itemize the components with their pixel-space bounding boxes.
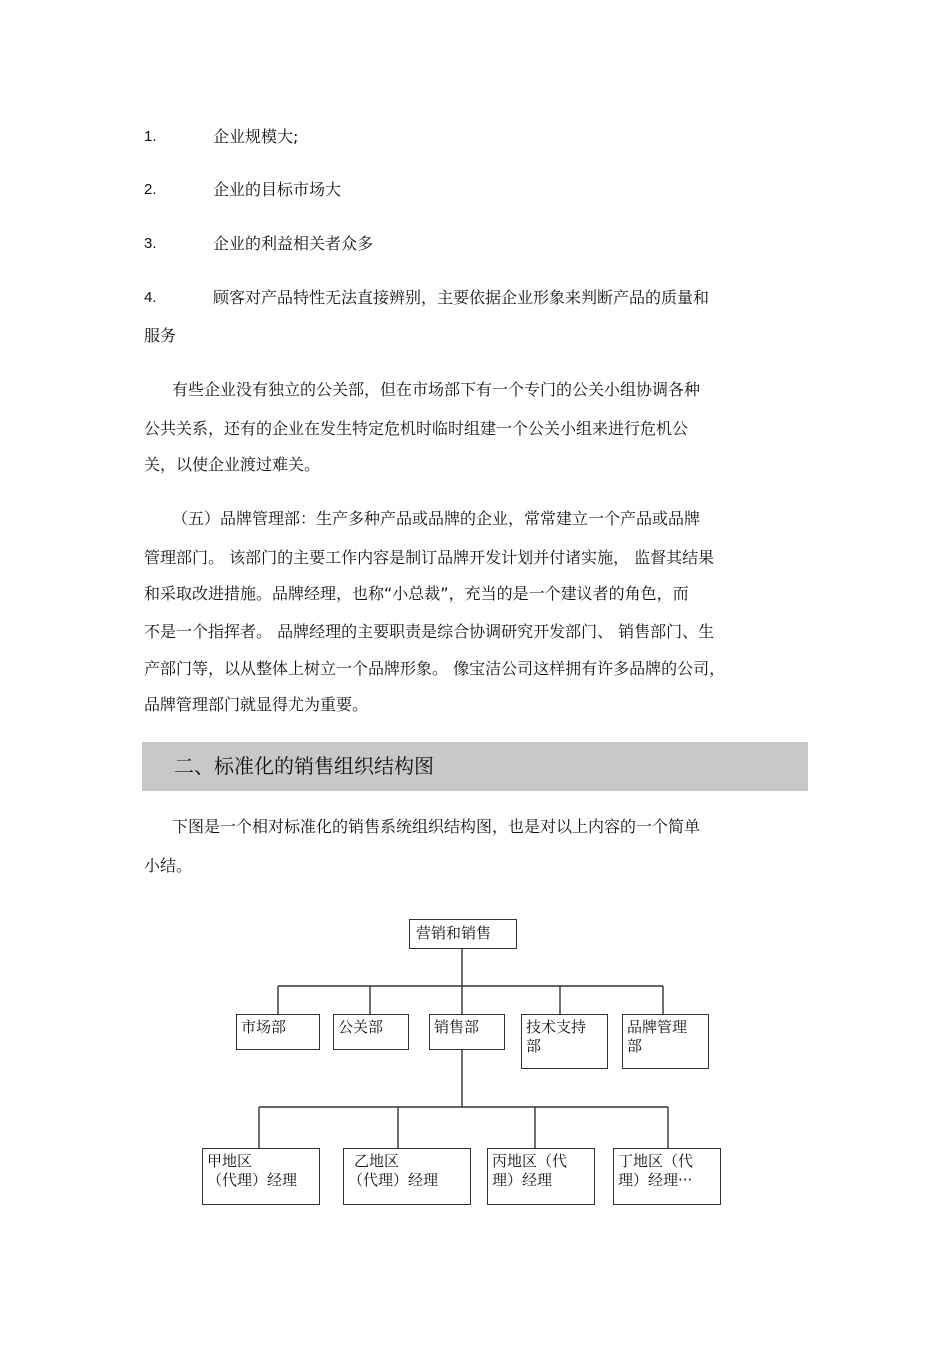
- org-node-label: 技术支持: [526, 1018, 587, 1036]
- list-item-text: 企业的利益相关者众多: [213, 234, 374, 253]
- list-item-text: 顾客对产品特性无法直接辨别，主要依据企业形象来判断产品的质量和: [213, 288, 710, 307]
- list-item-text: 企业规模大;: [213, 127, 299, 146]
- org-node-label: 乙地区: [354, 1152, 400, 1170]
- org-node-region: [613, 1148, 721, 1205]
- paragraph-line: 管理部门。 该部门的主要工作内容是制订品牌开发计划并付诸实施， 监督其结果: [144, 548, 715, 567]
- org-node-department: [429, 1014, 505, 1050]
- list-number: 4.: [144, 289, 157, 306]
- org-node-label: 理）经理: [492, 1171, 553, 1189]
- org-node-region: [487, 1148, 595, 1205]
- list-number: 2.: [144, 181, 157, 198]
- org-node-root: [409, 919, 517, 949]
- org-node-label: 部: [526, 1037, 542, 1055]
- paragraph-line: （五）品牌管理部：生产多种产品或品牌的企业，常常建立一个产品或品牌: [172, 509, 701, 528]
- org-node-label: 丁地区（代: [618, 1152, 694, 1170]
- paragraph-line: 小结。: [144, 856, 193, 875]
- paragraph-line: 关，以使企业渡过难关。: [144, 455, 321, 474]
- org-node-department: [622, 1014, 709, 1069]
- paragraph-line: 有些企业没有独立的公关部，但在市场部下有一个专门的公关小组协调各种: [172, 380, 701, 399]
- list-item-continuation: 服务: [144, 326, 177, 345]
- org-node-label: 营销和销售: [416, 924, 492, 942]
- org-node-label: 甲地区: [207, 1152, 253, 1170]
- list-item-text: 企业的目标市场大: [213, 180, 342, 199]
- org-node-department: [333, 1014, 409, 1050]
- list-number: 3.: [144, 235, 157, 252]
- org-node-department: [236, 1014, 320, 1050]
- list-number: 1.: [144, 128, 157, 145]
- org-node-label: 理）经理···: [618, 1171, 693, 1189]
- org-node-label: 丙地区（代: [492, 1152, 568, 1170]
- paragraph-line: 公共关系，还有的企业在发生特定危机时临时组建一个公关小组来进行危机公: [144, 419, 689, 438]
- org-node-label: 市场部: [241, 1018, 287, 1036]
- org-node-region: [343, 1148, 471, 1205]
- org-node-label: 公关部: [338, 1018, 384, 1036]
- org-node-region: [202, 1148, 320, 1205]
- section-title: 二、标准化的销售组织结构图: [174, 754, 434, 778]
- org-node-label: （代理）经理: [207, 1171, 298, 1189]
- org-node-label: 销售部: [434, 1018, 480, 1036]
- org-node-label: 部: [627, 1037, 643, 1055]
- paragraph-line: 品牌管理部门就显得尤为重要。: [144, 695, 369, 714]
- org-node-label: 品牌管理: [627, 1018, 688, 1036]
- paragraph-line: 下图是一个相对标准化的销售系统组织结构图，也是对以上内容的一个简单: [172, 817, 701, 836]
- paragraph-line: 和采取改进措施。品牌经理，也称“小总裁”，充当的是一个建议者的角色，而: [144, 584, 689, 603]
- org-node-department: [521, 1014, 608, 1069]
- paragraph-line: 产部门等，以从整体上树立一个品牌形象。 像宝洁公司这样拥有许多品牌的公司，: [144, 659, 726, 678]
- paragraph-line: 不是一个指挥者。 品牌经理的主要职责是综合协调研究开发部门、 销售部门、生: [144, 622, 715, 641]
- org-node-label: （代理）经理: [348, 1171, 439, 1189]
